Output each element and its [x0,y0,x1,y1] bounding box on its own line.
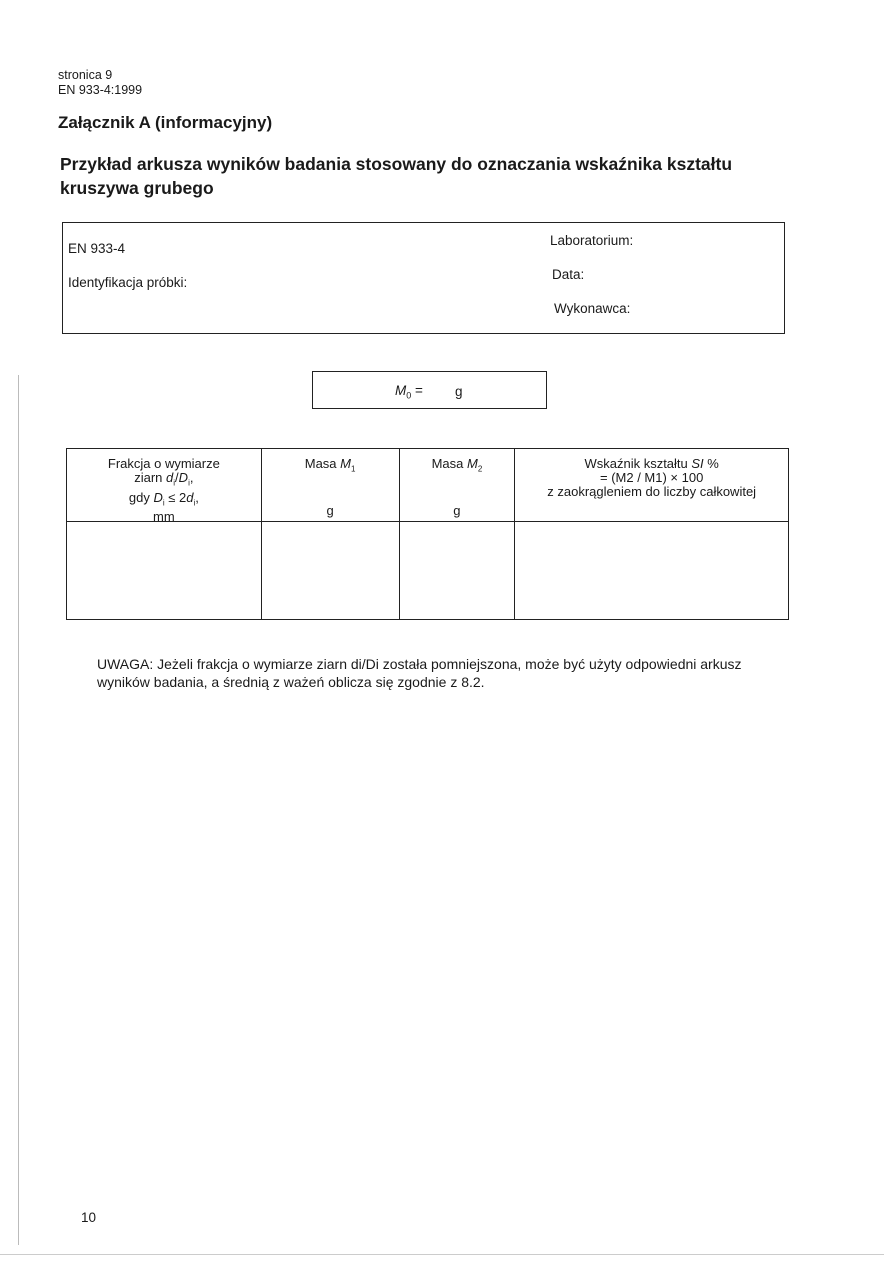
note-text: UWAGA: Jeżeli frakcja o wymiarze ziarn di/Di została pomniejszona, może być użyty odpowiedni arkusz wyników badania, a średnią z ważeń oblicza się zgodnie z 8.2. [97,656,742,690]
page-label: stronica 9 [58,68,113,82]
shape-index-line3: z zaokrągleniem do liczby całkowitej [547,484,757,499]
standard-reference: EN 933-4:1999 [58,83,143,97]
header-fraction [67,449,262,525]
m0-symbol: M [395,383,407,398]
scan-bottom-line [0,1254,884,1255]
empty-cell-m2 [399,522,515,620]
date-label: Data: [552,267,585,282]
m0-equals: = [415,383,423,398]
shape-index-line2: = (M2 / M1) × 100 [600,470,704,485]
info-box [62,222,785,334]
m0-box [312,371,547,409]
operator-label: Wykonawca: [554,301,631,316]
header-mass-m2 [399,449,515,522]
fraction-unit: mm [153,509,175,525]
fraction-line2: ziarn $d_i/D_i$, [134,470,194,488]
mass-m1-label: Masa $M_1$ [304,456,356,474]
fraction-line1: Frakcja o wymiarze [107,456,220,471]
sample-id-label: Identyfikacja próbki: [68,275,188,290]
m0-unit: g [455,384,463,399]
header-shape-index [515,449,789,522]
empty-cell-si [515,522,789,620]
info-standard: EN 933-4 [68,241,126,256]
table-header-row [67,449,789,522]
shape-index-line1: Wskaźnik kształtu SI % [584,456,719,471]
m0-subscript: 0 [406,390,412,401]
table-row [67,522,789,620]
m0-formula [395,383,423,401]
laboratory-label: Laboratorium: [550,233,634,248]
mass-m2-unit: g [453,503,461,518]
mass-m1-unit: g [326,503,334,518]
header-mass-m1 [261,449,399,522]
scan-edge-line [18,375,19,1245]
empty-cell-m1 [261,522,399,620]
page-number: 10 [81,1210,97,1225]
empty-cell-fraction [67,522,262,620]
main-title: Przykład arkusza wyników badania stosowany do oznaczania wskaźnika kształtu kruszywa grubego [60,154,733,198]
annex-title: Załącznik A (informacyjny) [58,113,273,132]
fraction-line3: gdy $D_i \le 2d_i$, [128,489,199,508]
mass-m2-label: Masa $M_2$ [431,456,483,474]
results-table [66,448,789,620]
